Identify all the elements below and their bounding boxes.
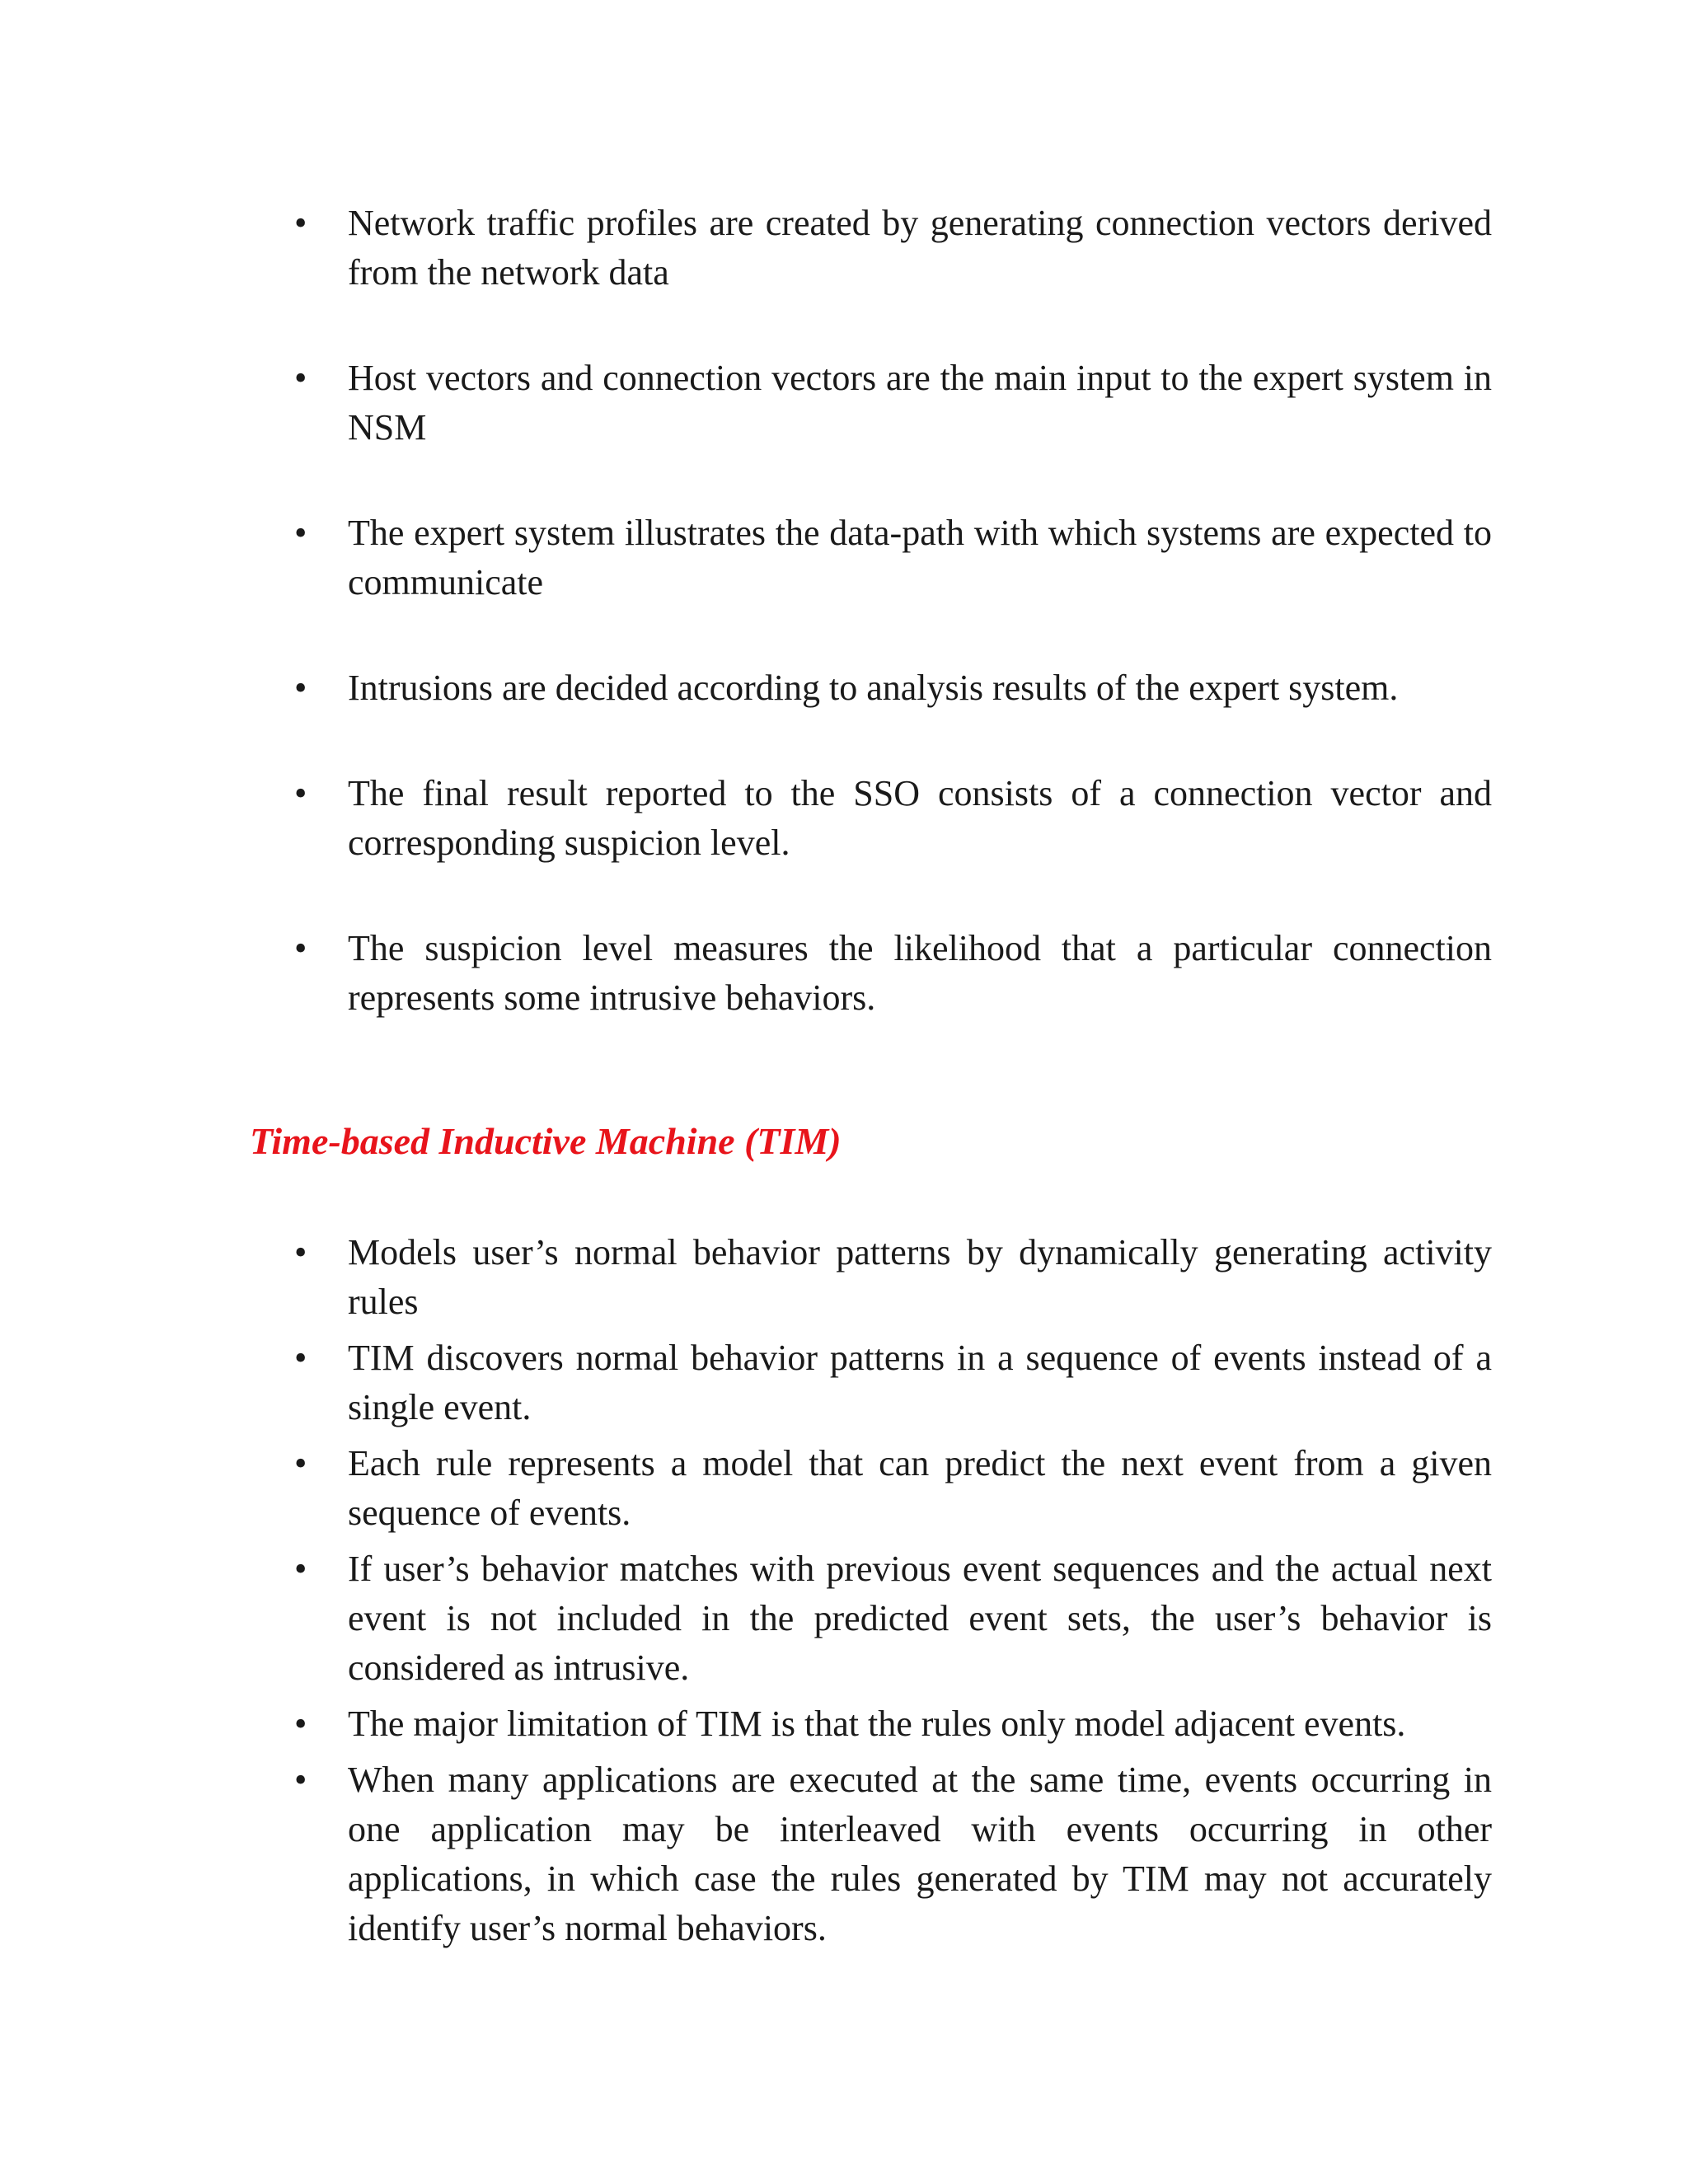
bullet-icon: • <box>294 1232 307 1272</box>
list-item-text: Network traffic profiles are created by generating connection vectors derived from the network data <box>348 203 1492 293</box>
list-item <box>293 199 1492 298</box>
list-item-text: TIM discovers normal behavior patterns in a sequence of events instead of a single event. <box>348 1338 1492 1427</box>
list-item <box>293 1544 1492 1693</box>
list-item-text: When many applications are executed at the same time, events occurring in one application may be interleaved with events occurring in other applications, in which case the rules generated by TIM may not accurately identify user’s normal behaviors. <box>348 1760 1492 1948</box>
list-item-text: If user’s behavior matches with previous event sequences and the actual next event is not included in the predicted event sets, the user’s behavior is considered as intrusive. <box>348 1549 1492 1688</box>
list-item <box>293 1439 1492 1538</box>
list-item <box>293 1228 1492 1327</box>
list-item-text: Each rule represents a model that can predict the next event from a given sequence of events. <box>348 1443 1492 1533</box>
bullet-icon: • <box>294 203 307 243</box>
list-item-text: The final result reported to the SSO consists of a connection vector and corresponding suspicion level. <box>348 773 1492 863</box>
list-item-text: The major limitation of TIM is that the rules only model adjacent events. <box>348 1704 1406 1744</box>
list-item <box>293 663 1492 713</box>
bullet-icon: • <box>294 358 307 398</box>
bullet-icon: • <box>294 1443 307 1483</box>
bullet-icon: • <box>294 1704 307 1744</box>
list-item-text: The expert system illustrates the data-path with which systems are expected to communicate <box>348 513 1492 602</box>
tim-bullet-list <box>293 1228 1492 1960</box>
nsm-bullet-list <box>293 199 1492 1079</box>
bullet-icon: • <box>294 668 307 708</box>
bullet-icon: • <box>294 1338 307 1378</box>
list-item <box>293 1333 1492 1432</box>
list-item <box>293 769 1492 868</box>
list-item-text: The suspicion level measures the likelihood that a particular connection represents some intrusive behaviors. <box>348 928 1492 1018</box>
list-item-text: Intrusions are decided according to analysis results of the expert system. <box>348 668 1399 708</box>
list-item <box>293 1699 1492 1749</box>
bullet-icon: • <box>294 1549 307 1589</box>
list-item <box>293 354 1492 452</box>
section-heading: Time-based Inductive Machine (TIM) <box>250 1120 842 1162</box>
list-item <box>293 509 1492 607</box>
list-item <box>293 1755 1492 1953</box>
bullet-icon: • <box>294 1760 307 1800</box>
list-item-text: Host vectors and connection vectors are the main input to the expert system in NSM <box>348 358 1492 448</box>
bullet-icon: • <box>294 773 307 813</box>
list-item-text: Models user’s normal behavior patterns by dynamically generating activity rules <box>348 1232 1492 1322</box>
bullet-icon: • <box>294 928 307 968</box>
list-item <box>293 924 1492 1023</box>
bullet-icon: • <box>294 513 307 553</box>
